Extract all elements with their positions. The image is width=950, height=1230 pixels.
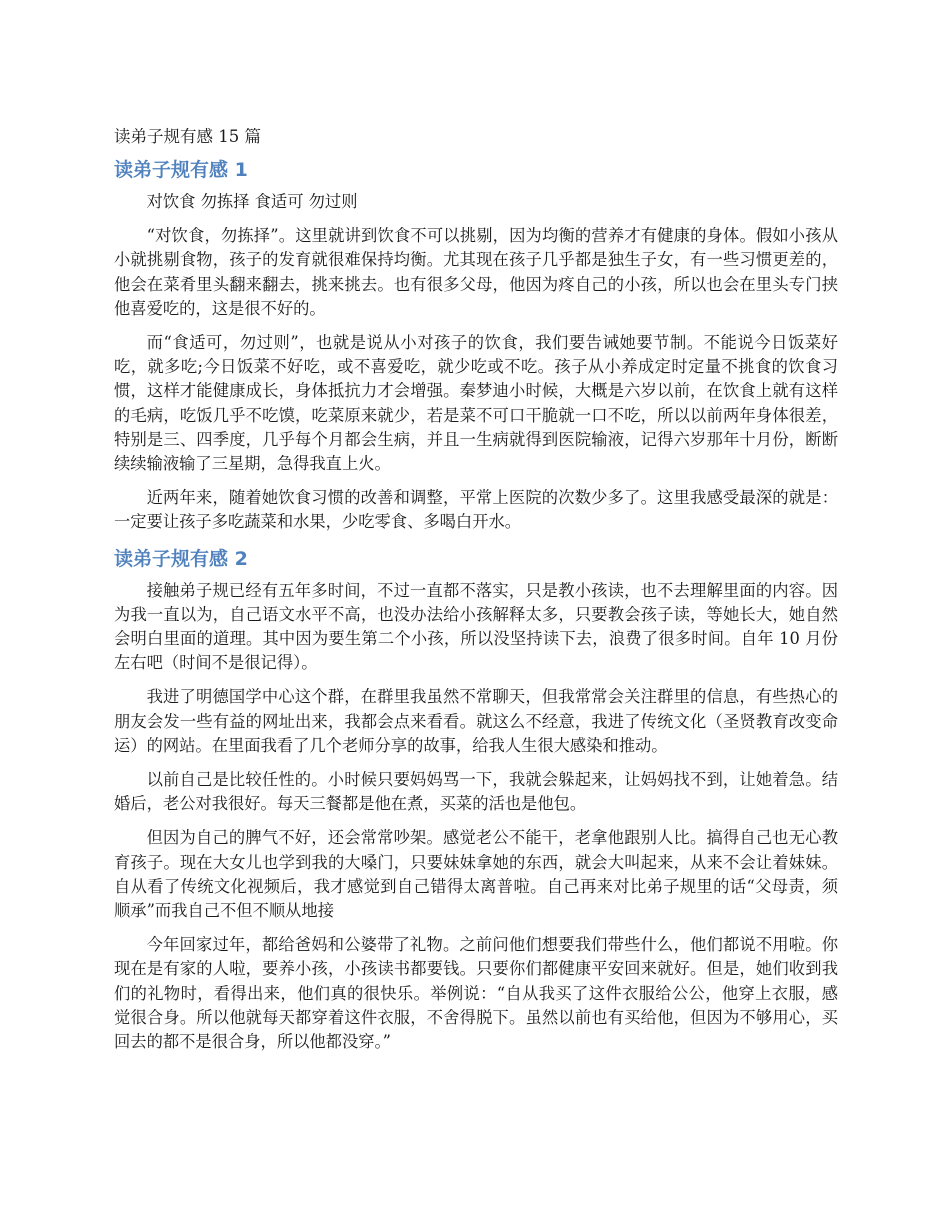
paragraph: 我进了明德国学中心这个群，在群里我虽然不常聊天，但我常常会关注群里的信息，有些热心的朋友会发一些有益的网址出来，我都会点来看看。就这么不经意，我进了传统文化（圣贤教育改变命运）的网站。在里面我看了几个老师分享的故事，给我人生很大感染和推动。 — [114, 687, 838, 755]
section-heading: 读弟子规有感 2 — [114, 547, 248, 570]
paragraph: 以前自己是比较任性的。小时候只要妈妈骂一下，我就会躲起来，让妈妈找不到，让她着急。结婚后，老公对我很好。每天三餐都是他在煮，买菜的活也是他包。 — [114, 770, 838, 814]
paragraph: 对饮食 勿拣择 食适可 勿过则 — [146, 192, 358, 211]
section-heading: 读弟子规有感 1 — [114, 159, 248, 181]
paragraph: 近两年来，随着她饮食习惯的改善和调整，平常上医院的次数少多了。这里我感受最深的就是：一定要让孩子多吃蔬菜和水果，少吃零食、多喝白开水。 — [114, 488, 838, 532]
document-title: 读弟子规有感 15 篇 — [114, 127, 261, 146]
document-page — [114, 124, 838, 1064]
paragraph: 而“食适可，勿过则”，也就是说从小对孩子的饮食，我们要告诫她要节制。不能说今日饭菜好吃，就多吃;今日饭菜不好吃，或不喜爱吃，就少吃或不吃。孩子从小养成定时定量不挑食的饮食习惯，这样才能健康成长，身体抵抗力才会增强。秦梦迪小时候，大概是六岁以前，在饮食上就有这样的毛病，吃饭几乎不吃馍，吃菜原来就少，若是菜不可口干脆就一口不吃，所以以前两年身体很差，特别是三、四季度，几乎每个月都会生病，并且一生病就得到医院输液，记得六岁那年十月份，断断续续输液输了三星期，急得我直上火。 — [114, 333, 838, 474]
paragraph: 今年回家过年，都给爸妈和公婆带了礼物。之前问他们想要我们带些什么，他们都说不用啦。你现在是有家的人啦，要养小孩，小孩读书都要钱。只要你们都健康平安回来就好。但是，她们收到我们的礼物时，看得出来，他们真的很快乐。举例说：“自从我买了这件衣服给公公，他穿上衣服，感觉很合身。所以他就每天都穿着这件衣服，不舍得脱下。虽然以前也有买给他，但因为不够用心，买回去的都不是很合身，所以他都没穿。” — [114, 935, 838, 1052]
section-2 — [114, 545, 838, 1055]
section-1 — [114, 156, 838, 535]
paragraph: 接触弟子规已经有五年多时间，不过一直都不落实，只是教小孩读，也不去理解里面的内容。因为我一直以为，自己语文水平不高，也没办法给小孩解释太多，只要教会孩子读，等她长大，她自然会明白里面的道理。其中因为要生第二个小孩，所以没坚持读下去，浪费了很多时间。自年 10 月份左右吧（时间不是很记得）。 — [114, 580, 838, 673]
paragraph: “对饮食，勿拣择”。这里就讲到饮食不可以挑剔，因为均衡的营养才有健康的身体。假如小孩从小就挑剔食物，孩子的发育就很难保持均衡。尤其现在孩子几乎都是独生子女，有一些习惯更差的，他会在菜肴里头翻来翻去，挑来挑去。也有很多父母，他因为疼自己的小孩，所以也会在里头专门挟他喜爱吃的，这是很不好的。 — [114, 226, 838, 318]
paragraph: 但因为自己的脾气不好，还会常常吵架。感觉老公不能干，老拿他跟别人比。搞得自己也无心教育孩子。现在大女儿也学到我的大嗓门，只要妹妹拿她的东西，就会大叫起来，从来不会让着妹妹。自从看了传统文化视频后，我才感觉到自己错得太离普啦。自己再来对比弟子规里的话“父母责，须顺承”而我自己不但不顺从地接 — [114, 828, 838, 921]
